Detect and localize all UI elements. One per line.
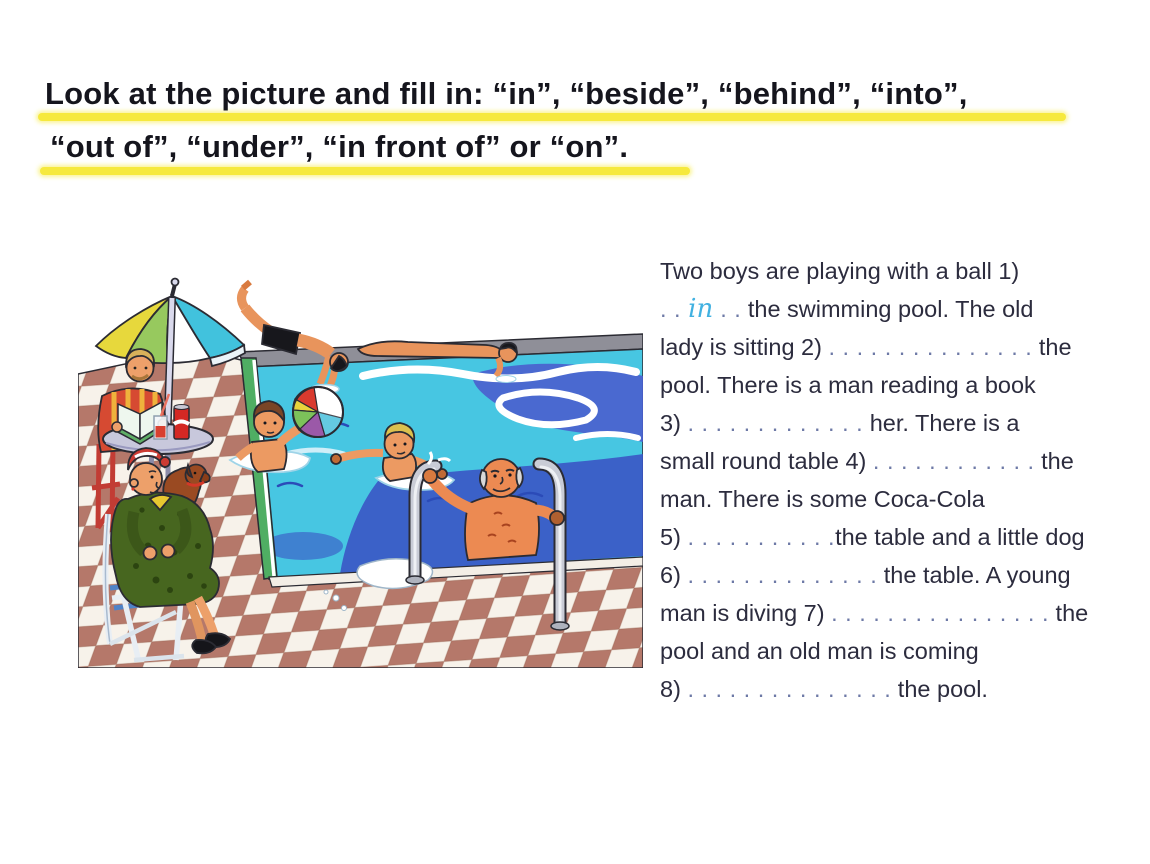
exercise-line: pool. There is a man reading a book [660,372,1036,398]
exercise-line: small round table 4) . . . . . . . . . . . . the [660,448,1074,474]
exercise-line: man. There is some Coca-Cola [660,486,985,512]
pool-scene-illustration [78,246,643,668]
yellow-highlight-line-2 [40,167,690,175]
exercise-line: . . in . . the swimming pool. The old [660,294,1034,324]
exercise-line: 3) . . . . . . . . . . . . . her. There is a [660,410,1020,436]
exercise-line: Two boys are playing with a ball 1) [660,258,1020,284]
instructions-line-2: “out of”, “under”, “in front of” or “on”. [50,129,629,164]
exercise-line: 5) . . . . . . . . . . .the table and a little dog [660,524,1085,550]
exercise-line: 8) . . . . . . . . . . . . . . . the pool. [660,676,988,702]
exercise-line: lady is sitting 2) . . . . . . . . . . . . . . . the [660,334,1072,360]
instructions-line-1: Look at the picture and fill in: “in”, “beside”, “behind”, “into”, [45,76,968,111]
yellow-highlight-line-1 [38,113,1066,121]
exercise-line: 6) . . . . . . . . . . . . . . the table. A young [660,562,1071,588]
beach-ball [293,387,343,437]
exercise-text [660,252,1138,708]
coca-cola-can [174,405,189,440]
exercise-line: pool and an old man is coming [660,638,979,664]
exercise-line: man is diving 7) . . . . . . . . . . . . . . . . the [660,600,1089,626]
